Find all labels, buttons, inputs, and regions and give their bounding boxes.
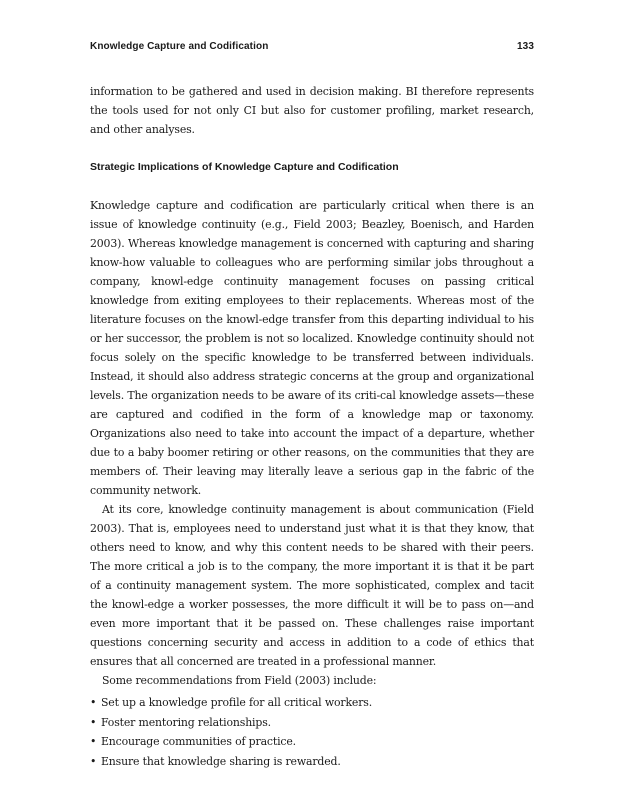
running-header xyxy=(90,41,534,57)
bullet-icon: • xyxy=(90,735,97,748)
paragraph-recommendations-intro: Some recommendations from Field (2003) include: xyxy=(102,674,377,687)
list-item xyxy=(90,693,534,713)
list-item xyxy=(90,752,534,772)
intro-paragraph: information to be gathered and used in decision making. BI therefore represents the tools used for not only CI but also for customer profiling, market research, and other analyses. xyxy=(90,85,534,136)
list-item xyxy=(90,713,534,733)
bullet-icon: • xyxy=(90,715,97,729)
list-item xyxy=(90,732,534,752)
list-item-text: Set up a knowledge profile for all critical workers. xyxy=(101,696,373,709)
list-item-text: Ensure that knowledge sharing is rewarded. xyxy=(101,754,341,768)
page-number: 133 xyxy=(517,41,534,52)
recommendations-list xyxy=(90,693,534,771)
list-item-text: Encourage communities of practice. xyxy=(101,735,296,748)
page-body xyxy=(90,82,534,771)
section-heading: Strategic Implications of Knowledge Capture and Codification xyxy=(90,161,399,173)
list-item-text: Foster mentoring relationships. xyxy=(101,715,271,729)
chapter-title: Knowledge Capture and Codification xyxy=(90,41,269,52)
paragraph-communication: At its core, knowledge continuity management is about communication (Field 2003). That is, employees need to understand just what it is that they know, that others need to know, and why this content needs to be shared with their peers. The more critical a job is to the company, the more important it is that it be part of a continuity management system. The more sophisticated, complex and tacit the knowl-edge a worker possesses, the more difficult it will be to pass on—and even more important that it be passed on. These challenges raise important questions concerning security and access in addition to a code of ethics that ensures that all concerned are treated in a professional manner. xyxy=(90,503,534,668)
paragraph-knowledge-continuity: Knowledge capture and codification are particularly critical when there is an issue of knowledge continuity (e.g., Field 2003; Beazley, Boenisch, and Harden 2003). Whereas knowledge management is concerned with capturing and sharing know-how valuable to colleagues who are performing similar jobs throughout a company, knowl-edge continuity management focuses on passing critical knowledge from exiting employees to their replacements. Whereas most of the literature focuses on the knowl-edge transfer from this departing individual to his or her successor, the problem is not so localized. Knowledge continuity should not focus solely on the specific knowledge to be transferred between individuals. Instead, it should also address strategic concerns at the group and organizational levels. The organization needs to be aware of its criti-cal knowledge assets—these are captured and codified in the form of a knowledge map or taxonomy. Organizations also need to take into account the impact of a departure, whether due to a baby boomer retiring or other reasons, on the communities that they are members of. Their leaving may literally leave a serious gap in the fabric of the community network. xyxy=(90,199,534,497)
bullet-icon: • xyxy=(90,754,97,768)
bullet-icon: • xyxy=(90,696,97,709)
